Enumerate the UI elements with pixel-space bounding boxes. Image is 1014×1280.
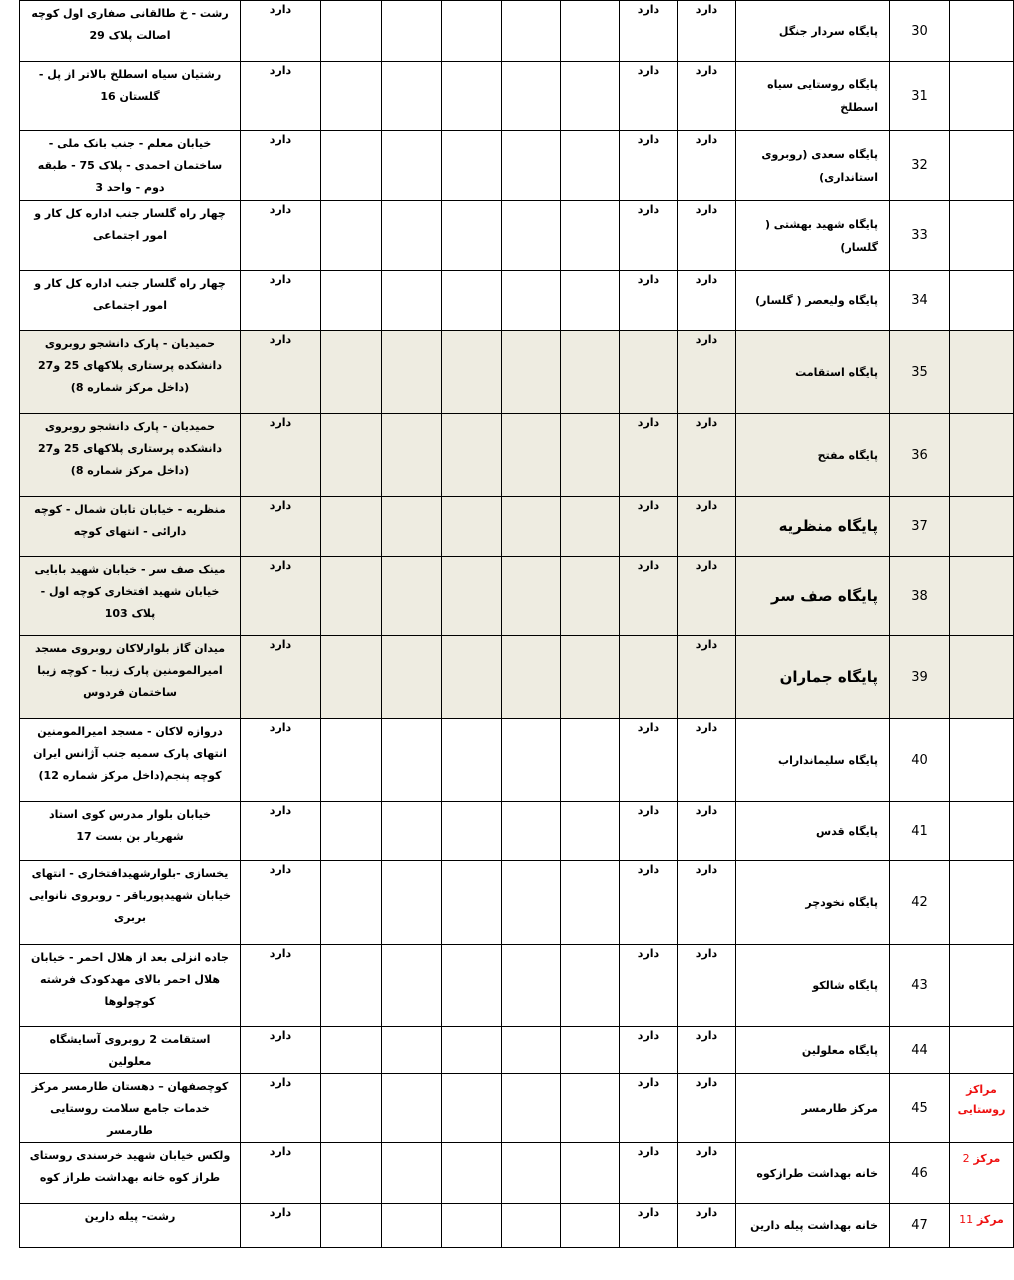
address: رشتیان سیاه اسطلخ بالاتر از پل - گلستان 16 <box>20 62 241 131</box>
has-cell-3: دارد <box>241 945 321 1027</box>
has-cell-2: دارد <box>620 414 678 497</box>
empty-cell <box>561 497 620 557</box>
empty-cell <box>321 861 382 945</box>
table-row <box>20 1074 1014 1143</box>
empty-cell <box>561 131 620 201</box>
row-number: 34 <box>890 271 950 331</box>
has-cell-3: دارد <box>241 331 321 414</box>
address: حمیدیان - پارک دانشجو روبروی دانشکده پرستاری پلاکهای 25 و27 (داخل مرکز شماره 8) <box>20 414 241 497</box>
empty-cell <box>502 636 561 719</box>
address: چهار راه گلسار جنب اداره کل کار و امور اجتماعی <box>20 201 241 271</box>
address: استقامت 2 روبروی آسایشگاه معلولین <box>20 1027 241 1074</box>
empty-cell <box>382 131 442 201</box>
empty-cell <box>382 62 442 131</box>
has-cell-2: دارد <box>620 271 678 331</box>
has-cell: دارد <box>678 131 736 201</box>
center-cell <box>950 1074 1014 1143</box>
has-cell-3: دارد <box>241 557 321 636</box>
center-cell <box>950 861 1014 945</box>
empty-cell <box>321 1074 382 1143</box>
has-cell: دارد <box>678 62 736 131</box>
empty-cell <box>321 201 382 271</box>
center-cell <box>950 719 1014 802</box>
has-cell-2: دارد <box>620 557 678 636</box>
empty-cell <box>442 201 502 271</box>
row-number: 40 <box>890 719 950 802</box>
facility-name: پایگاه روستایی سیاه اسطلخ <box>736 62 890 131</box>
has-cell: دارد <box>678 719 736 802</box>
empty-cell <box>502 1 561 62</box>
facility-name: پایگاه استقامت <box>736 331 890 414</box>
empty-cell <box>382 414 442 497</box>
table-row <box>20 1027 1014 1074</box>
table-row <box>20 1 1014 62</box>
row-number: 46 <box>890 1143 950 1204</box>
row-number: 31 <box>890 62 950 131</box>
center-cell <box>950 557 1014 636</box>
center-cell <box>950 1204 1014 1248</box>
facility-name: پایگاه ولیعصر ( گلسار) <box>736 271 890 331</box>
address: جاده انزلی بعد از هلال احمر - خیابان هلال احمر بالای مهدکودک فرشته کوچولوها <box>20 945 241 1027</box>
empty-cell <box>502 719 561 802</box>
center-cell <box>950 1027 1014 1074</box>
empty-cell <box>502 557 561 636</box>
has-cell-3: دارد <box>241 414 321 497</box>
has-cell: دارد <box>678 1143 736 1204</box>
empty-cell <box>561 557 620 636</box>
empty-cell <box>382 1204 442 1248</box>
has-cell: دارد <box>678 271 736 331</box>
empty-cell <box>382 331 442 414</box>
has-cell-2: دارد <box>620 497 678 557</box>
center-cell <box>950 271 1014 331</box>
row-number: 39 <box>890 636 950 719</box>
empty-cell <box>442 802 502 861</box>
empty-cell <box>382 497 442 557</box>
row-number: 42 <box>890 861 950 945</box>
empty-cell <box>321 802 382 861</box>
address: چهار راه گلسار جنب اداره کل کار و امور اجتماعی <box>20 271 241 331</box>
has-cell: دارد <box>678 557 736 636</box>
facility-name: پایگاه صف سر <box>736 557 890 636</box>
empty-cell <box>382 201 442 271</box>
facility-name: خانه بهداشت طرازکوه <box>736 1143 890 1204</box>
table-row <box>20 497 1014 557</box>
address: منظریه - خیابان تابان شمال - کوچه دارائی - انتهای کوچه <box>20 497 241 557</box>
address: مینک صف سر - خیابان شهید بابایی خیابان شهید افتخاری کوچه اول - پلاک 103 <box>20 557 241 636</box>
table-row <box>20 1143 1014 1204</box>
empty-cell <box>502 1074 561 1143</box>
center-label: مراکز روستایی <box>957 1083 1006 1116</box>
row-number: 35 <box>890 331 950 414</box>
has-cell: دارد <box>678 1204 736 1248</box>
empty-cell <box>442 945 502 1027</box>
table-row <box>20 62 1014 131</box>
facility-name: پایگاه شهید بهشتی ( گلسار) <box>736 201 890 271</box>
facility-name: پایگاه سعدی (روبروی استانداری) <box>736 131 890 201</box>
has-cell-3: دارد <box>241 62 321 131</box>
empty-cell <box>442 1143 502 1204</box>
empty-cell <box>382 861 442 945</box>
has-cell-2: دارد <box>620 945 678 1027</box>
empty-cell <box>321 719 382 802</box>
center-cell <box>950 62 1014 131</box>
address: حمیدیان - پارک دانشجو روبروی دانشکده پرستاری پلاکهای 25 و27 (داخل مرکز شماره 8) <box>20 331 241 414</box>
row-number: 32 <box>890 131 950 201</box>
empty-cell <box>442 1074 502 1143</box>
table-row <box>20 557 1014 636</box>
empty-cell <box>561 945 620 1027</box>
empty-cell <box>442 719 502 802</box>
empty-cell <box>502 1204 561 1248</box>
facility-name: خانه بهداشت پیله دارین <box>736 1204 890 1248</box>
empty-cell <box>321 131 382 201</box>
table-body <box>20 1 1014 1248</box>
has-cell-2: دارد <box>620 1143 678 1204</box>
empty-cell <box>502 201 561 271</box>
empty-cell <box>561 719 620 802</box>
center-cell <box>950 331 1014 414</box>
center-cell <box>950 131 1014 201</box>
empty-cell <box>502 62 561 131</box>
empty-cell <box>502 271 561 331</box>
empty-cell <box>442 557 502 636</box>
row-number: 33 <box>890 201 950 271</box>
has-cell-3: دارد <box>241 636 321 719</box>
empty-cell <box>321 1204 382 1248</box>
empty-cell <box>321 557 382 636</box>
empty-cell <box>561 1027 620 1074</box>
address: میدان گاز بلوارلاکان روبروی مسجد امیرالمومنین پارک زیبا - کوچه زیبا ساختمان فردوس <box>20 636 241 719</box>
row-number: 38 <box>890 557 950 636</box>
center-number: 2 <box>962 1152 970 1165</box>
has-cell-2: دارد <box>620 131 678 201</box>
center-cell <box>950 802 1014 861</box>
table-row <box>20 201 1014 271</box>
empty-cell <box>561 802 620 861</box>
has-cell-2: دارد <box>620 719 678 802</box>
has-cell-3: دارد <box>241 1027 321 1074</box>
address: کوچصفهان – دهستان طارمسر مرکز خدمات جامع سلامت روستایی طارمسر <box>20 1074 241 1143</box>
empty-cell <box>321 331 382 414</box>
empty-cell <box>442 414 502 497</box>
has-cell: دارد <box>678 636 736 719</box>
empty-cell <box>561 271 620 331</box>
table-row <box>20 636 1014 719</box>
has-cell-2: دارد <box>620 861 678 945</box>
address: خیابان معلم - جنب بانک ملی - ساختمان احمدی - پلاک 75 - طبقه دوم - واحد 3 <box>20 131 241 201</box>
table-row <box>20 1204 1014 1248</box>
empty-cell <box>502 331 561 414</box>
empty-cell <box>382 271 442 331</box>
table-row <box>20 131 1014 201</box>
empty-cell <box>442 1204 502 1248</box>
empty-cell <box>561 62 620 131</box>
address: دروازه لاکان - مسجد امیرالمومنین انتهای پارک سمیه جنب آژانس ایران کوچه پنجم(داخل مرکز شماره 12) <box>20 719 241 802</box>
empty-cell <box>502 1027 561 1074</box>
empty-cell <box>382 636 442 719</box>
facilities-table <box>19 0 1014 1248</box>
has-cell: دارد <box>678 1027 736 1074</box>
has-cell-3: دارد <box>241 1143 321 1204</box>
empty-cell <box>382 1143 442 1204</box>
row-number: 30 <box>890 1 950 62</box>
empty-cell <box>321 945 382 1027</box>
address: رشت - خ طالقانی صفاری اول کوچه اصالت پلاک 29 <box>20 1 241 62</box>
empty-cell <box>502 861 561 945</box>
has-cell-3: دارد <box>241 1204 321 1248</box>
empty-cell <box>442 861 502 945</box>
facility-name: مرکز طارمسر <box>736 1074 890 1143</box>
table-row <box>20 861 1014 945</box>
center-cell <box>950 497 1014 557</box>
empty-cell <box>561 861 620 945</box>
empty-cell <box>442 636 502 719</box>
row-number: 41 <box>890 802 950 861</box>
empty-cell <box>321 62 382 131</box>
has-cell: دارد <box>678 802 736 861</box>
facility-name: پایگاه مفتح <box>736 414 890 497</box>
empty-cell <box>502 497 561 557</box>
has-cell-2: دارد <box>620 802 678 861</box>
has-cell-2: دارد <box>620 1027 678 1074</box>
empty-cell <box>442 497 502 557</box>
center-label: مرکز <box>973 1152 1001 1165</box>
empty-cell <box>321 636 382 719</box>
empty-cell <box>321 1143 382 1204</box>
empty-cell <box>561 1143 620 1204</box>
facility-name: پایگاه سلیمانداراب <box>736 719 890 802</box>
center-cell <box>950 1143 1014 1204</box>
row-number: 44 <box>890 1027 950 1074</box>
empty-cell <box>442 1027 502 1074</box>
has-cell: دارد <box>678 1 736 62</box>
empty-cell <box>321 1027 382 1074</box>
row-number: 36 <box>890 414 950 497</box>
center-label: مرکز <box>976 1213 1004 1226</box>
empty-cell <box>382 802 442 861</box>
has-cell-3: دارد <box>241 861 321 945</box>
has-cell-2: دارد <box>620 1204 678 1248</box>
table-row <box>20 945 1014 1027</box>
has-cell: دارد <box>678 861 736 945</box>
empty-cell <box>561 636 620 719</box>
empty-cell <box>561 331 620 414</box>
facility-name: پایگاه شالکو <box>736 945 890 1027</box>
has-cell-3: دارد <box>241 719 321 802</box>
empty-cell <box>442 331 502 414</box>
table-row <box>20 414 1014 497</box>
row-number: 45 <box>890 1074 950 1143</box>
address: رشت- پیله دارین <box>20 1204 241 1248</box>
empty-cell <box>382 945 442 1027</box>
facility-name: پایگاه نخودچر <box>736 861 890 945</box>
has-cell: دارد <box>678 945 736 1027</box>
empty-cell <box>321 497 382 557</box>
empty-cell <box>382 1074 442 1143</box>
has-cell-3: دارد <box>241 131 321 201</box>
table-row <box>20 719 1014 802</box>
has-cell-3: دارد <box>241 802 321 861</box>
empty-cell <box>382 719 442 802</box>
row-number: 37 <box>890 497 950 557</box>
empty-cell <box>561 1 620 62</box>
has-cell-3: دارد <box>241 201 321 271</box>
has-cell: دارد <box>678 497 736 557</box>
address: خیابان بلوار مدرس کوی استاد شهریار بن بست 17 <box>20 802 241 861</box>
facility-name: پایگاه قدس <box>736 802 890 861</box>
center-cell <box>950 636 1014 719</box>
has-cell-3: دارد <box>241 1074 321 1143</box>
empty-cell <box>442 1 502 62</box>
empty-cell <box>442 131 502 201</box>
facility-name: پایگاه جماران <box>736 636 890 719</box>
empty-cell <box>321 1 382 62</box>
empty-cell <box>442 62 502 131</box>
table-row <box>20 271 1014 331</box>
row-number: 47 <box>890 1204 950 1248</box>
empty-cell <box>502 131 561 201</box>
facility-name: پایگاه سردار جنگل <box>736 1 890 62</box>
table-row <box>20 331 1014 414</box>
center-cell <box>950 1 1014 62</box>
center-cell <box>950 414 1014 497</box>
has-cell-3: دارد <box>241 1 321 62</box>
empty-cell <box>502 945 561 1027</box>
row-number: 43 <box>890 945 950 1027</box>
empty-cell <box>502 1143 561 1204</box>
empty-cell <box>561 201 620 271</box>
empty-cell <box>382 1027 442 1074</box>
has-cell-2: دارد <box>620 1 678 62</box>
address: ولکس خیابان شهید خرسندی روستای طراز کوه خانه بهداشت طراز کوه <box>20 1143 241 1204</box>
has-cell: دارد <box>678 201 736 271</box>
has-cell-2 <box>620 331 678 414</box>
has-cell: دارد <box>678 414 736 497</box>
empty-cell <box>561 1204 620 1248</box>
center-cell <box>950 945 1014 1027</box>
empty-cell <box>561 414 620 497</box>
has-cell: دارد <box>678 331 736 414</box>
empty-cell <box>561 1074 620 1143</box>
empty-cell <box>502 802 561 861</box>
empty-cell <box>321 271 382 331</box>
has-cell-3: دارد <box>241 497 321 557</box>
facility-name: پایگاه معلولین <box>736 1027 890 1074</box>
center-cell <box>950 201 1014 271</box>
empty-cell <box>382 1 442 62</box>
empty-cell <box>442 271 502 331</box>
has-cell-2: دارد <box>620 1074 678 1143</box>
has-cell-2: دارد <box>620 62 678 131</box>
has-cell-3: دارد <box>241 271 321 331</box>
facility-name: پایگاه منظریه <box>736 497 890 557</box>
address: یخسازی -بلوارشهیدافتخاری - انتهای خیابان شهیدپورباقر - روبروی نانوایی بربری <box>20 861 241 945</box>
table-row <box>20 802 1014 861</box>
has-cell-2 <box>620 636 678 719</box>
empty-cell <box>321 414 382 497</box>
empty-cell <box>382 557 442 636</box>
center-number: 11 <box>959 1213 974 1226</box>
has-cell-2: دارد <box>620 201 678 271</box>
has-cell: دارد <box>678 1074 736 1143</box>
empty-cell <box>502 414 561 497</box>
